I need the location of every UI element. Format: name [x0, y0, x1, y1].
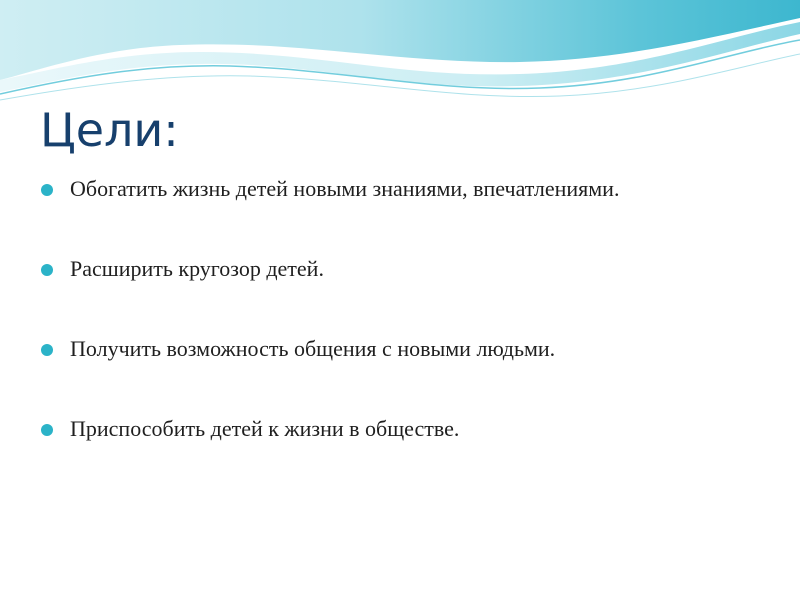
bullet-dot-icon: [41, 264, 53, 276]
bullet-text: Получить возможность общения с новыми людьми.: [70, 336, 556, 361]
bullet-dot-icon: [41, 184, 53, 196]
bullet-list: [40, 172, 740, 492]
bullet-dot-icon: [41, 344, 53, 356]
wave-header-decoration: [0, 0, 800, 110]
bullet-text: Приспособить детей к жизни в обществе.: [70, 416, 460, 441]
bullet-item: [40, 332, 740, 366]
slide-title: Цели:: [40, 103, 179, 157]
bullet-text: Расширить кругозор детей.: [70, 256, 324, 281]
bullet-item: [40, 172, 740, 206]
bullet-item: [40, 412, 740, 446]
bullet-dot-icon: [41, 424, 53, 436]
bullet-item: [40, 252, 740, 286]
bullet-text: Обогатить жизнь детей новыми знаниями, впечатлениями.: [70, 176, 620, 201]
